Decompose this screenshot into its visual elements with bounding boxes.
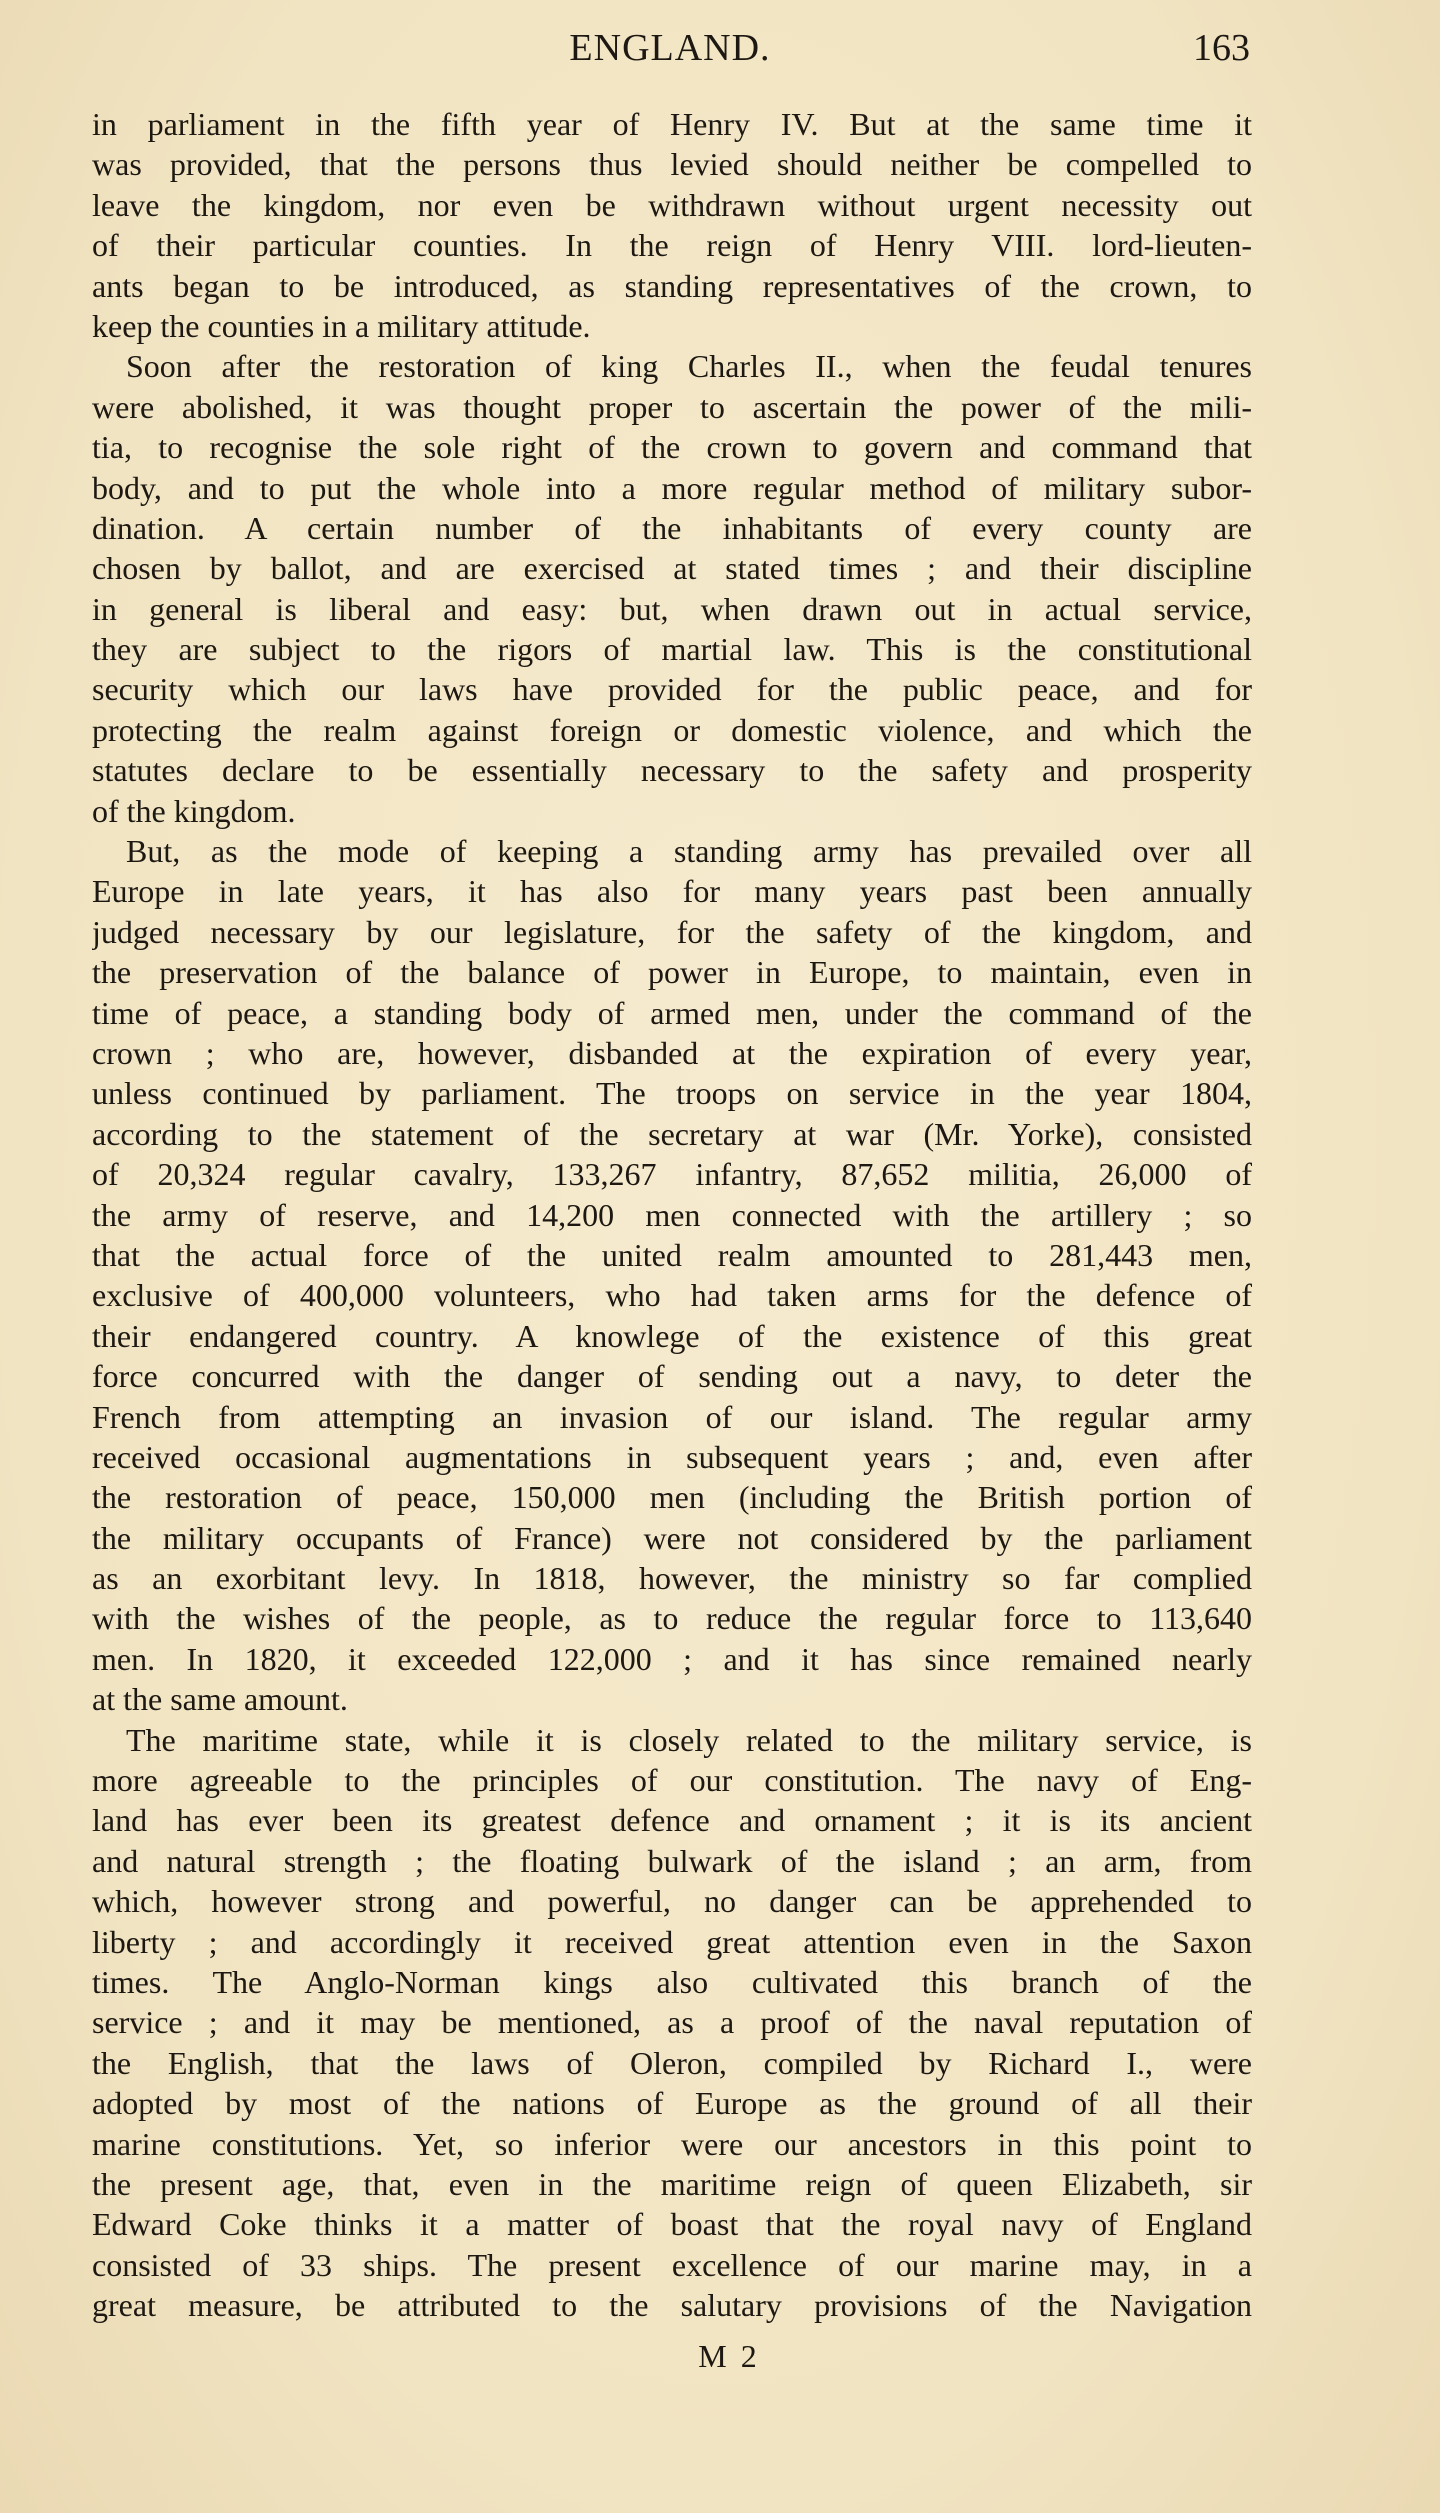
text-line: that the actual force of the united realm amounted to 281,443 men,	[92, 1236, 1252, 1273]
text-line: the military occupants of France) were not considered by the parliament	[92, 1519, 1252, 1556]
text-line: Europe in late years, it has also for many years past been annually	[92, 873, 1252, 910]
text-line: The maritime state, while it is closely related to the military service, is	[126, 1721, 1252, 1758]
text-line: the present age, that, even in the maritime reign of queen Elizabeth, sir	[92, 2165, 1252, 2202]
text-line: unless continued by parliament. The troops on service in the year 1804,	[92, 1075, 1252, 1112]
text-line: as an exorbitant levy. In 1818, however, the ministry so far complied	[92, 1560, 1252, 1597]
text-line: marine constitutions. Yet, so inferior were our ancestors in this point to	[92, 2125, 1252, 2162]
running-title: ENGLAND.	[569, 27, 771, 69]
text-line: men. In 1820, it exceeded 122,000 ; and it has since remained nearly	[92, 1640, 1252, 1677]
text-line: chosen by ballot, and are exercised at stated times ; and their discipline	[92, 550, 1252, 587]
text-line: tia, to recognise the sole right of the crown to govern and command that	[92, 429, 1252, 466]
text-line: the army of reserve, and 14,200 men connected with the artillery ; so	[92, 1196, 1252, 1233]
text-line: But, as the mode of keeping a standing army has prevailed over all	[126, 833, 1252, 870]
text-line: force concurred with the danger of sending out a navy, to deter the	[92, 1358, 1252, 1395]
page-number: 163	[1193, 27, 1250, 69]
text-line: crown ; who are, however, disbanded at the expiration of every year,	[92, 1034, 1252, 1071]
text-line: Edward Coke thinks it a matter of boast that the royal navy of England	[92, 2206, 1252, 2243]
text-line: of 20,324 regular cavalry, 133,267 infantry, 87,652 militia, 26,000 of	[92, 1156, 1252, 1193]
text-line: protecting the realm against foreign or domestic violence, and which the	[92, 711, 1252, 748]
text-line: leave the kingdom, nor even be withdrawn without urgent necessity out	[92, 186, 1252, 223]
page-header	[90, 20, 1250, 76]
text-line: more agreeable to the principles of our constitution. The navy of Eng-	[92, 1762, 1252, 1799]
text-line: they are subject to the rigors of martial law. This is the constitutional	[92, 631, 1252, 668]
text-line: keep the counties in a military attitude.	[92, 307, 591, 344]
body-text	[92, 104, 1252, 2325]
text-line: statutes declare to be essentially necessary to the safety and prosperity	[92, 752, 1252, 789]
text-line: the preservation of the balance of power in Europe, to maintain, even in	[92, 954, 1252, 991]
text-line: exclusive of 400,000 volunteers, who had taken arms for the defence of	[92, 1277, 1252, 1314]
text-line: with the wishes of the people, as to reduce the regular force to 113,640	[92, 1600, 1252, 1637]
text-line: according to the statement of the secretary at war (Mr. Yorke), consisted	[92, 1115, 1252, 1152]
text-line: ants began to be introduced, as standing representatives of the crown, to	[92, 267, 1252, 304]
text-line: received occasional augmentations in subsequent years ; and, even after	[92, 1438, 1252, 1475]
text-line: the English, that the laws of Oleron, compiled by Richard I., were	[92, 2044, 1252, 2081]
text-line: service ; and it may be mentioned, as a proof of the naval reputation of	[92, 2004, 1252, 2041]
text-line: of the kingdom.	[92, 792, 296, 829]
text-line: times. The Anglo-Norman kings also cultivated this branch of the	[92, 1963, 1252, 2000]
text-line: security which our laws have provided for the public peace, and for	[92, 671, 1252, 708]
text-line: and natural strength ; the floating bulwark of the island ; an arm, from	[92, 1842, 1252, 1879]
text-line: dination. A certain number of the inhabitants of every county are	[92, 509, 1252, 546]
text-line: adopted by most of the nations of Europe as the ground of all their	[92, 2085, 1252, 2122]
text-line: judged necessary by our legislature, for the safety of the kingdom, and	[92, 913, 1252, 950]
text-line: were abolished, it was thought proper to ascertain the power of the mili-	[92, 388, 1252, 425]
text-line: time of peace, a standing body of armed men, under the command of the	[92, 994, 1252, 1031]
text-line: at the same amount.	[92, 1681, 348, 1718]
text-line: of their particular counties. In the reign of Henry VIII. lord-lieuten-	[92, 227, 1252, 264]
text-line: consisted of 33 ships. The present excellence of our marine may, in a	[92, 2246, 1252, 2283]
text-line: in parliament in the fifth year of Henry IV. But at the same time it	[92, 106, 1252, 142]
text-line: in general is liberal and easy: but, when drawn out in actual service,	[92, 590, 1252, 627]
signature-mark: M 2	[698, 2338, 760, 2374]
text-line: great measure, be attributed to the salutary provisions of the Navigation	[92, 2287, 1252, 2324]
text-line: which, however strong and powerful, no danger can be apprehended to	[92, 1883, 1252, 1920]
text-line: the restoration of peace, 150,000 men (including the British portion of	[92, 1479, 1252, 1516]
text-line: land has ever been its greatest defence and ornament ; it is its ancient	[92, 1802, 1252, 1839]
text-line: was provided, that the persons thus levied should neither be compelled to	[92, 146, 1252, 183]
text-line: liberty ; and accordingly it received great attention even in the Saxon	[92, 1923, 1252, 1960]
text-line: body, and to put the whole into a more regular method of military subor-	[92, 469, 1252, 506]
text-line: their endangered country. A knowlege of the existence of this great	[92, 1317, 1252, 1354]
text-line: French from attempting an invasion of our island. The regular army	[92, 1398, 1252, 1435]
text-line: Soon after the restoration of king Charles II., when the feudal tenures	[126, 348, 1252, 385]
